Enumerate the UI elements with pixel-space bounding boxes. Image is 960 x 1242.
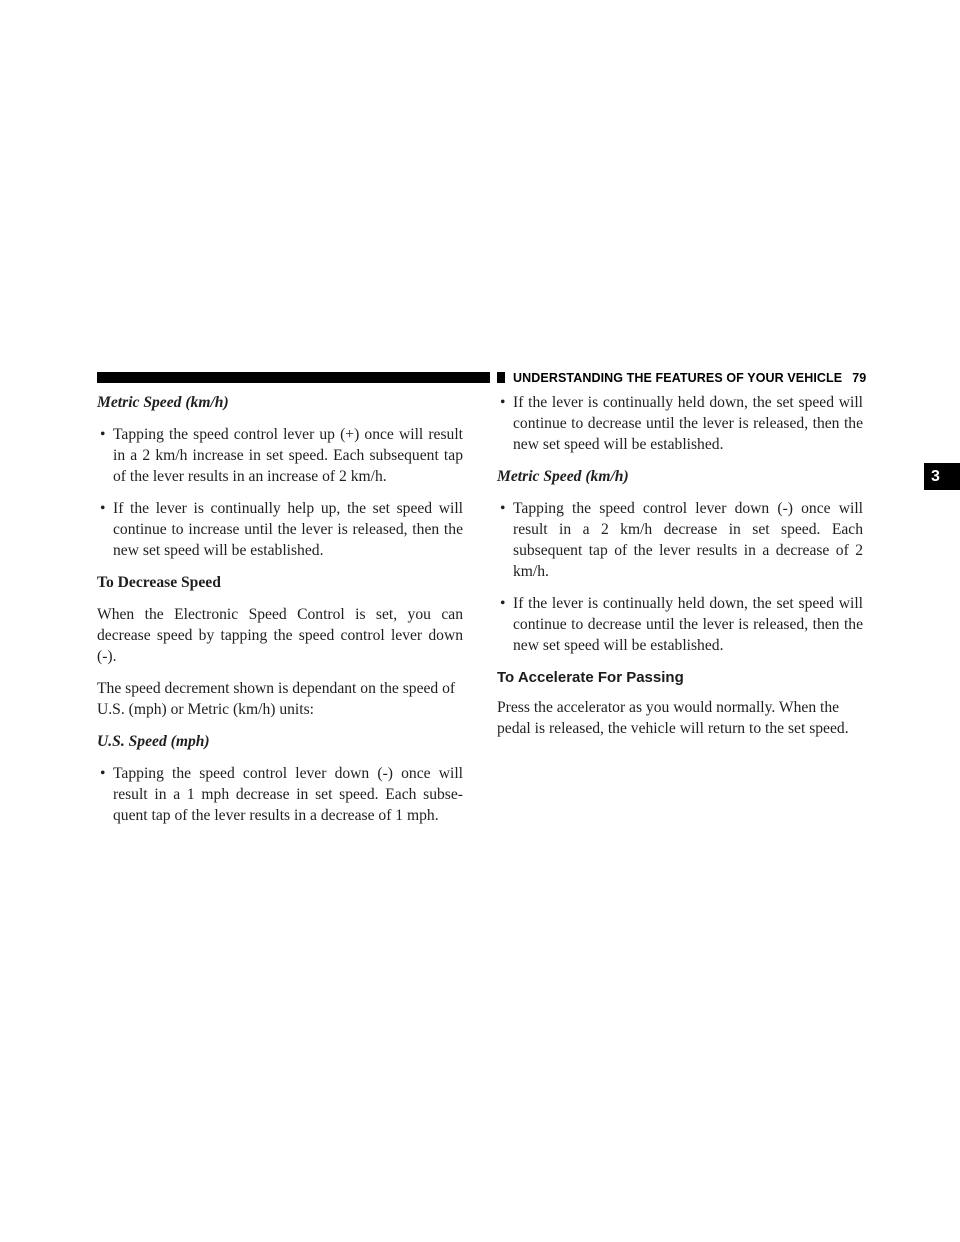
section-title: UNDERSTANDING THE FEATURES OF YOUR VEHICLE — [513, 371, 843, 385]
running-header — [505, 367, 870, 389]
metric-decrease-list — [497, 498, 863, 656]
list-item: • Tapping the speed control lever up (+) once will result in a 2 km/h increase in set speed. Each subsequent tap of the lever results in an increase of 2 km/h. — [97, 424, 463, 487]
decrease-speed-heading: To Decrease Speed — [97, 574, 221, 591]
us-decrease-list — [97, 763, 463, 826]
us-decrease-list-continued — [497, 392, 863, 455]
us-speed-heading: U.S. Speed (mph) — [97, 733, 210, 750]
chapter-tab: 3 — [924, 463, 960, 490]
left-column — [97, 392, 463, 837]
decrease-intro-paragraph: When the Electronic Speed Control is set, you can decrease speed by tapping the speed control lever down (-). — [97, 606, 463, 665]
accelerate-passing-heading: To Accelerate For Passing — [497, 669, 684, 686]
list-item: • Tapping the speed control lever down (-) once will result in a 1 mph decrease in set speed. Each subse-quent tap of the lever results in a decrease of 1 mph. — [97, 763, 463, 826]
right-column — [497, 392, 863, 750]
accelerate-passing-paragraph: Press the accelerator as you would normally. When the pedal is released, the vehicle will return to the set speed. — [497, 699, 849, 737]
list-item: • If the lever is continually held down, the set speed will continue to decrease until the lever is released, then the new set speed will be established. — [497, 392, 863, 455]
metric-increase-list — [97, 424, 463, 561]
decrement-units-paragraph: The speed decrement shown is dependant on the speed of U.S. (mph) or Metric (km/h) units: — [97, 680, 456, 718]
list-item: • If the lever is continually help up, the set speed will continue to increase until the lever is released, then the new set speed will be established. — [97, 498, 463, 561]
page-number: 79 — [852, 371, 867, 385]
metric-speed-heading-2: Metric Speed (km/h) — [497, 468, 629, 485]
metric-speed-heading: Metric Speed (km/h) — [97, 394, 229, 411]
list-item: • If the lever is continually held down, the set speed will continue to decrease until the lever is released, then the new set speed will be established. — [497, 593, 863, 656]
list-item: • Tapping the speed control lever down (-) once will result in a 2 km/h decrease in set speed. Each subsequent tap of the lever results in a decrease of 2 km/h. — [497, 498, 863, 582]
header-rule-left — [97, 372, 490, 383]
